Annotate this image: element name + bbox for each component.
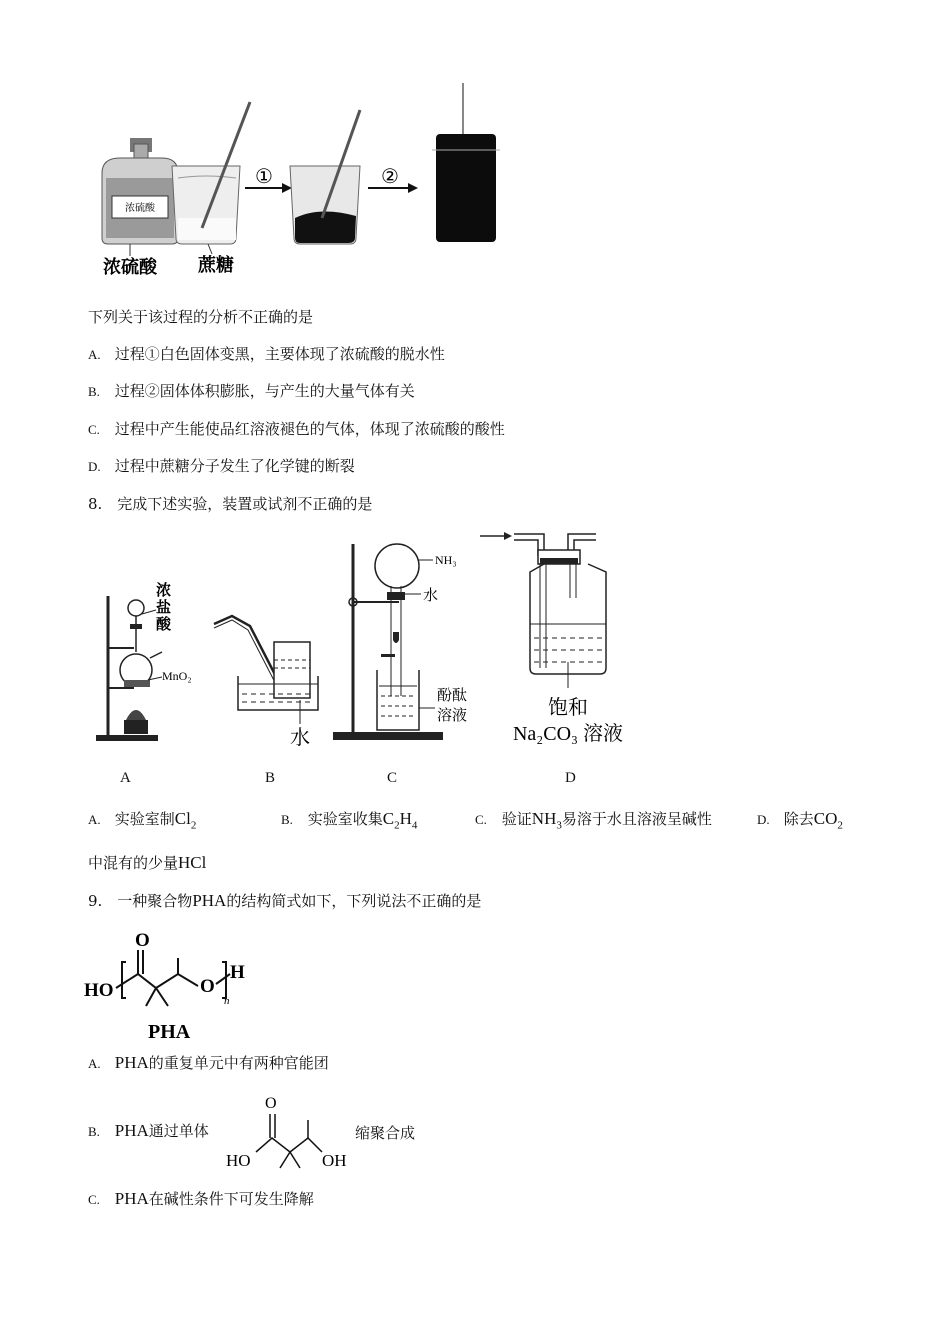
option-letter: A. bbox=[88, 812, 101, 827]
apparatus-d bbox=[478, 528, 638, 748]
a-label-3: 酸 bbox=[156, 617, 172, 633]
caption-a: A bbox=[120, 770, 131, 786]
mono-o: O bbox=[265, 1095, 277, 1112]
mono-oh: OH bbox=[322, 1151, 347, 1170]
a-label-1: 浓 bbox=[156, 583, 172, 599]
formula: HCl bbox=[178, 853, 207, 872]
subscript: 2 bbox=[190, 819, 197, 832]
caption-d: D bbox=[565, 770, 576, 786]
formula: H bbox=[399, 809, 412, 828]
mono-ho: HO bbox=[226, 1151, 251, 1170]
q9-option-b-post: 缩聚合成 bbox=[355, 1124, 416, 1142]
option-text: 中混有的少量 bbox=[88, 854, 179, 872]
black-beaker bbox=[290, 110, 360, 244]
pha-n: n bbox=[224, 995, 230, 1007]
option-text: 的重复单元中有两种官能团 bbox=[148, 1054, 329, 1072]
d-sol-label-1: 饱和 bbox=[548, 697, 588, 719]
formula: PHA bbox=[114, 1053, 149, 1072]
sugar-beaker bbox=[172, 102, 250, 244]
option-text: 过程①白色固体变黑，主要体现了浓硫酸的脱水性 bbox=[114, 345, 445, 363]
apparatus-b bbox=[210, 612, 330, 752]
q8-option-b[interactable] bbox=[281, 808, 417, 831]
caption-b: B bbox=[265, 770, 276, 786]
formula: PHA bbox=[114, 1189, 149, 1208]
sugar-acid-figure bbox=[90, 78, 510, 283]
option-letter: B. bbox=[281, 812, 293, 827]
option-text: 通过单体 bbox=[148, 1122, 209, 1140]
c-sol-label-1: 酚酞 bbox=[437, 688, 468, 704]
bottle-label: 浓硫酸 bbox=[125, 203, 155, 214]
q9-option-b[interactable] bbox=[88, 1120, 209, 1141]
q7-stem: 下列关于该过程的分析不正确的是 bbox=[88, 308, 314, 326]
c-water-label: 水 bbox=[423, 588, 439, 604]
subscript: 2 bbox=[394, 819, 400, 832]
option-text: 过程中产生能使品红溶液褪色的气体，体现了浓硫酸的酸性 bbox=[114, 420, 505, 438]
pha-name: PHA bbox=[148, 1021, 191, 1043]
q9-option-c[interactable] bbox=[88, 1188, 314, 1209]
q7-option-a[interactable] bbox=[88, 343, 445, 364]
a-label-2: 盐 bbox=[156, 600, 172, 616]
option-text: 过程中蔗糖分子发生了化学键的断裂 bbox=[114, 457, 355, 475]
d-sol-label-2: Na₂CO₃ 溶液 bbox=[512, 723, 624, 745]
option-letter: C. bbox=[475, 812, 487, 827]
step2-label: ② bbox=[381, 166, 399, 188]
black-column bbox=[432, 83, 500, 242]
option-letter: C. bbox=[88, 422, 100, 437]
c-gas-label: NH₃ bbox=[435, 553, 457, 567]
subscript: 3 bbox=[556, 819, 562, 832]
caption-c: C bbox=[387, 770, 398, 786]
option-text: 在碱性条件下可发生降解 bbox=[148, 1190, 314, 1208]
step1-label: ① bbox=[255, 166, 273, 188]
label-acid: 浓硫酸 bbox=[103, 257, 157, 277]
apparatus-a bbox=[90, 580, 220, 750]
option-text: 实验室收集 bbox=[307, 810, 383, 828]
label-sugar: 蔗糖 bbox=[198, 255, 234, 275]
c-sol-label-2: 溶液 bbox=[437, 708, 468, 724]
q8-option-d-cont bbox=[88, 852, 206, 873]
option-letter: A. bbox=[88, 347, 101, 362]
pha-o-top: O bbox=[135, 930, 150, 951]
b-label-water: 水 bbox=[290, 727, 310, 749]
formula: C bbox=[382, 809, 395, 828]
q7-option-b[interactable] bbox=[88, 380, 415, 401]
pha-o-ring: O bbox=[200, 976, 215, 997]
option-letter: D. bbox=[88, 459, 101, 474]
formula: CO bbox=[813, 809, 838, 828]
formula: NH bbox=[531, 809, 557, 828]
option-text: 除去 bbox=[783, 810, 814, 828]
option-text: 过程②固体体积膨胀，与产生的大量气体有关 bbox=[114, 382, 415, 400]
pha-structure bbox=[82, 924, 262, 1046]
pha-h: H bbox=[230, 962, 245, 983]
q8-stem: 8. 完成下述实验，装置或试剂不正确的是 bbox=[88, 495, 373, 513]
arrow-step-1 bbox=[245, 166, 292, 193]
option-letter: C. bbox=[88, 1192, 100, 1207]
option-text: 实验室制 bbox=[114, 810, 175, 828]
q8-option-d[interactable] bbox=[757, 808, 843, 831]
option-letter: A. bbox=[88, 1056, 101, 1071]
q9-stem bbox=[88, 890, 481, 911]
formula: PHA bbox=[114, 1121, 149, 1140]
q8-option-c[interactable] bbox=[475, 808, 712, 831]
option-text: 易溶于水且溶液呈碱性 bbox=[561, 810, 712, 828]
formula: PHA bbox=[192, 891, 227, 910]
option-text: 验证 bbox=[501, 810, 532, 828]
acid-bottle bbox=[102, 138, 178, 244]
a-reagent: MnO₂ bbox=[162, 669, 192, 683]
q9-stem-text: 的结构简式如下，下列说法不正确的是 bbox=[226, 892, 482, 910]
q7-option-d[interactable] bbox=[88, 455, 355, 476]
q9-num: 9. 一种聚合物 bbox=[88, 892, 193, 910]
q9-option-a[interactable] bbox=[88, 1052, 329, 1073]
option-letter: B. bbox=[88, 1124, 100, 1139]
option-letter: B. bbox=[88, 384, 100, 399]
option-letter: D. bbox=[757, 812, 770, 827]
formula: Cl bbox=[174, 809, 191, 828]
subscript: 2 bbox=[837, 819, 843, 832]
subscript: 4 bbox=[411, 819, 418, 832]
q7-option-c[interactable] bbox=[88, 418, 505, 439]
arrow-step-2 bbox=[368, 166, 418, 193]
q8-option-a[interactable] bbox=[88, 808, 196, 831]
apparatus-c bbox=[325, 536, 485, 750]
monomer-structure bbox=[222, 1090, 362, 1172]
pha-ho: HO bbox=[84, 980, 114, 1001]
